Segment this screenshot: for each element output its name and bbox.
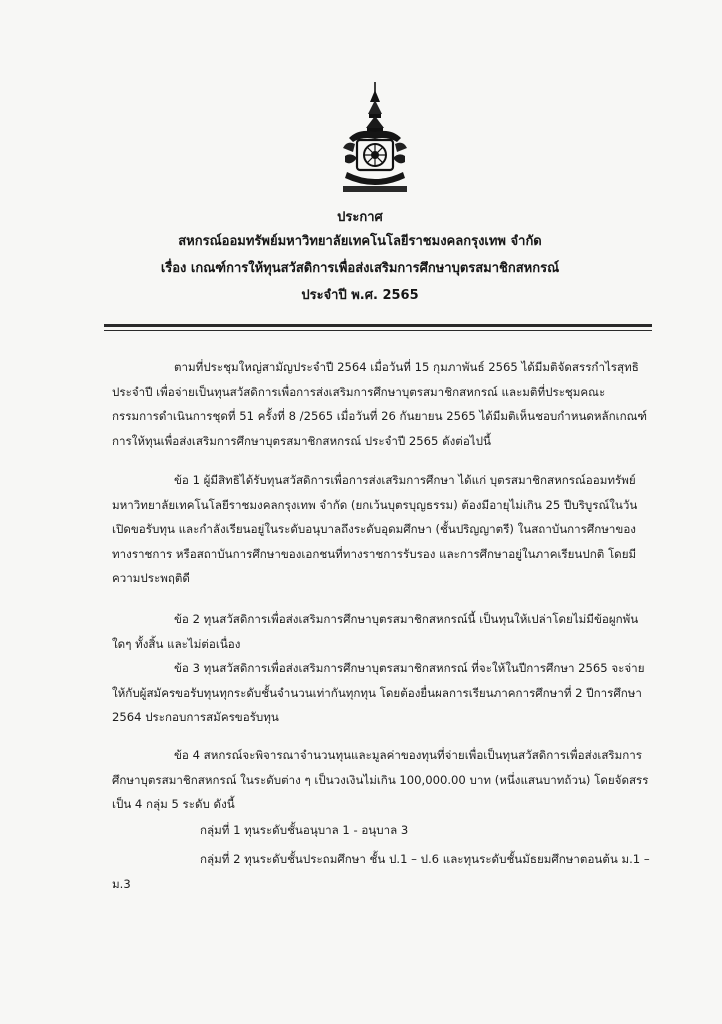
university-emblem-icon (339, 82, 411, 198)
clause-1: ข้อ 1 ผู้มีสิทธิได้รับทุนสวัสดิการเพื่อการส่งเสริมการศึกษา ได้แก่ บุตรสมาชิกสหกรณ์ออมทรัพย์มหาวิทยาลัยเทคโนโลยีราชมงคลกรุงเทพ จำกัด (ยกเว้นบุตรบุญธรรม) ต้องมีอายุไม่เกิน 25 ปีบริบูรณ์ในวันเปิดขอรับทุน และกำลังเรียนอยู่ในระดับอนุบาลถึงระดับอุดมศึกษา (ชั้นปริญญาตรี) ในสถาบันการศึกษาของทางราชการ หรือสถาบันการศึกษาของเอกชนที่ทางราชการรับรอง และการศึกษาอยู่ในภาคเรียนปกติ โดยมีความประพฤติดี (112, 473, 638, 585)
header-divider-thin (104, 330, 652, 331)
announcement-label: ประกาศ (337, 210, 383, 225)
clause-4: ข้อ 4 สหกรณ์จะพิจารณาจำนวนทุนและมูลค่าของทุนที่จ่ายเพื่อเป็นทุนสวัสดิการเพื่อส่งเสริมการศึกษาบุตรสมาชิกสหกรณ์ ในระดับต่าง ๆ เป็นวงเงินไม่เกิน 100,000.00 บาท (หนึ่งแสนบาทถ้วน) โดยจัดสรรเป็น 4 กลุ่ม 5 ระดับ ดังนี้ (112, 748, 649, 811)
clause-2: ข้อ 2 ทุนสวัสดิการเพื่อส่งเสริมการศึกษาบุตรสมาชิกสหกรณ์นี้ เป็นทุนให้เปล่าโดยไม่มีข้อผูกพันใดๆ ทั้งสิ้น และไม่ต่อเนื่อง (112, 612, 639, 651)
fiscal-year-line: ประจำปี พ.ศ. 2565 (301, 288, 419, 303)
clause-3: ข้อ 3 ทุนสวัสดิการเพื่อส่งเสริมการศึกษาบุตรสมาชิกสหกรณ์ ที่จะให้ในปีการศึกษา 2565 จะจ่ายให้กับผู้สมัครขอรับทุนทุกระดับชั้นจำนวนเท่ากันทุกทุน โดยต้องยื่นผลการเรียนภาคการศึกษาที่ 2 ปีการศึกษา 2564 ประกอบการสมัครขอรับทุน (112, 661, 645, 724)
intro-paragraph: ตามที่ประชุมใหญ่สามัญประจำปี 2564 เมื่อวันที่ 15 กุมภาพันธ์ 2565 ได้มีมติจัดสรรกำไรสุทธิประจำปี เพื่อจ่ายเป็นทุนสวัสดิการเพื่อการส่งเสริมการศึกษาบุตรสมาชิกสหกรณ์ และมติที่ประชุมคณะกรรมการดำเนินการชุดที่ 51 ครั้งที่ 8 /2565 เมื่อวันที่ 26 กันยายน 2565 ได้มีมติเห็นชอบกำหนดหลักเกณฑ์การให้ทุนเพื่อส่งเสริมการศึกษาบุตรสมาชิกสหกรณ์ ประจำปี 2565 ดังต่อไปนี้ (112, 360, 648, 448)
organization-name: สหกรณ์ออมทรัพย์มหาวิทยาลัยเทคโนโลยีราชมงคลกรุงเทพ จำกัด (178, 234, 542, 249)
header-divider-thick (104, 324, 652, 327)
group-1-item: กลุ่มที่ 1 ทุนระดับชั้นอนุบาล 1 - อนุบาล 3 (200, 823, 409, 837)
subject-line: เรื่อง เกณฑ์การให้ทุนสวัสดิการเพื่อส่งเสริมการศึกษาบุตรสมาชิกสหกรณ์ (160, 261, 560, 276)
group-2-item: กลุ่มที่ 2 ทุนระดับชั้นประถมศึกษา ชั้น ป.1 – ป.6 และทุนระดับชั้นมัธยมศึกษาตอนต้น ม.1 – ม.3 (112, 852, 650, 891)
